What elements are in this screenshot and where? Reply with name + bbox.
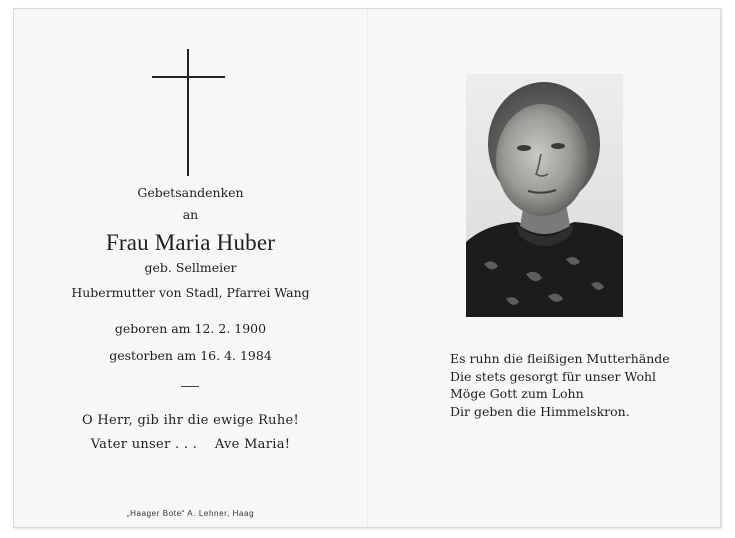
prayer-line-2: Vater unser . . . Ave Maria! [90, 437, 291, 452]
separator-dash [181, 386, 199, 387]
card-heading: Gebetsandenken [137, 185, 244, 200]
poem-line: Dir geben die Himmelskron. [450, 403, 630, 419]
printer-imprint: „Haager Bote“ A. Lehner, Haag [126, 509, 255, 518]
portrait-photo [466, 74, 623, 317]
preposition-text: an [182, 207, 199, 222]
maiden-name: geb. Sellmeier [144, 260, 237, 275]
cross-horizontal-bar [152, 76, 225, 78]
memorial-poem [450, 350, 670, 420]
prayer-line-1: O Herr, gib ihr die ewige Ruhe! [81, 413, 300, 428]
portrait-photo-icon [466, 74, 623, 317]
poem-line: Die stets gesorgt für unser Wohl [450, 368, 657, 384]
deceased-name: Frau Maria Huber [105, 230, 276, 255]
poem-line: Es ruhn die fleißigen Mutterhände [450, 351, 670, 366]
cross-vertical-bar [187, 49, 189, 176]
card-fold [367, 9, 368, 527]
memorial-card [13, 8, 721, 528]
poem-line: Möge Gott zum Lohn [450, 386, 584, 401]
death-date: gestorben am 16. 4. 1984 [109, 348, 272, 363]
birth-date: geboren am 12. 2. 1900 [114, 321, 267, 336]
origin-text: Hubermutter von Stadl, Pfarrei Wang [71, 285, 310, 300]
